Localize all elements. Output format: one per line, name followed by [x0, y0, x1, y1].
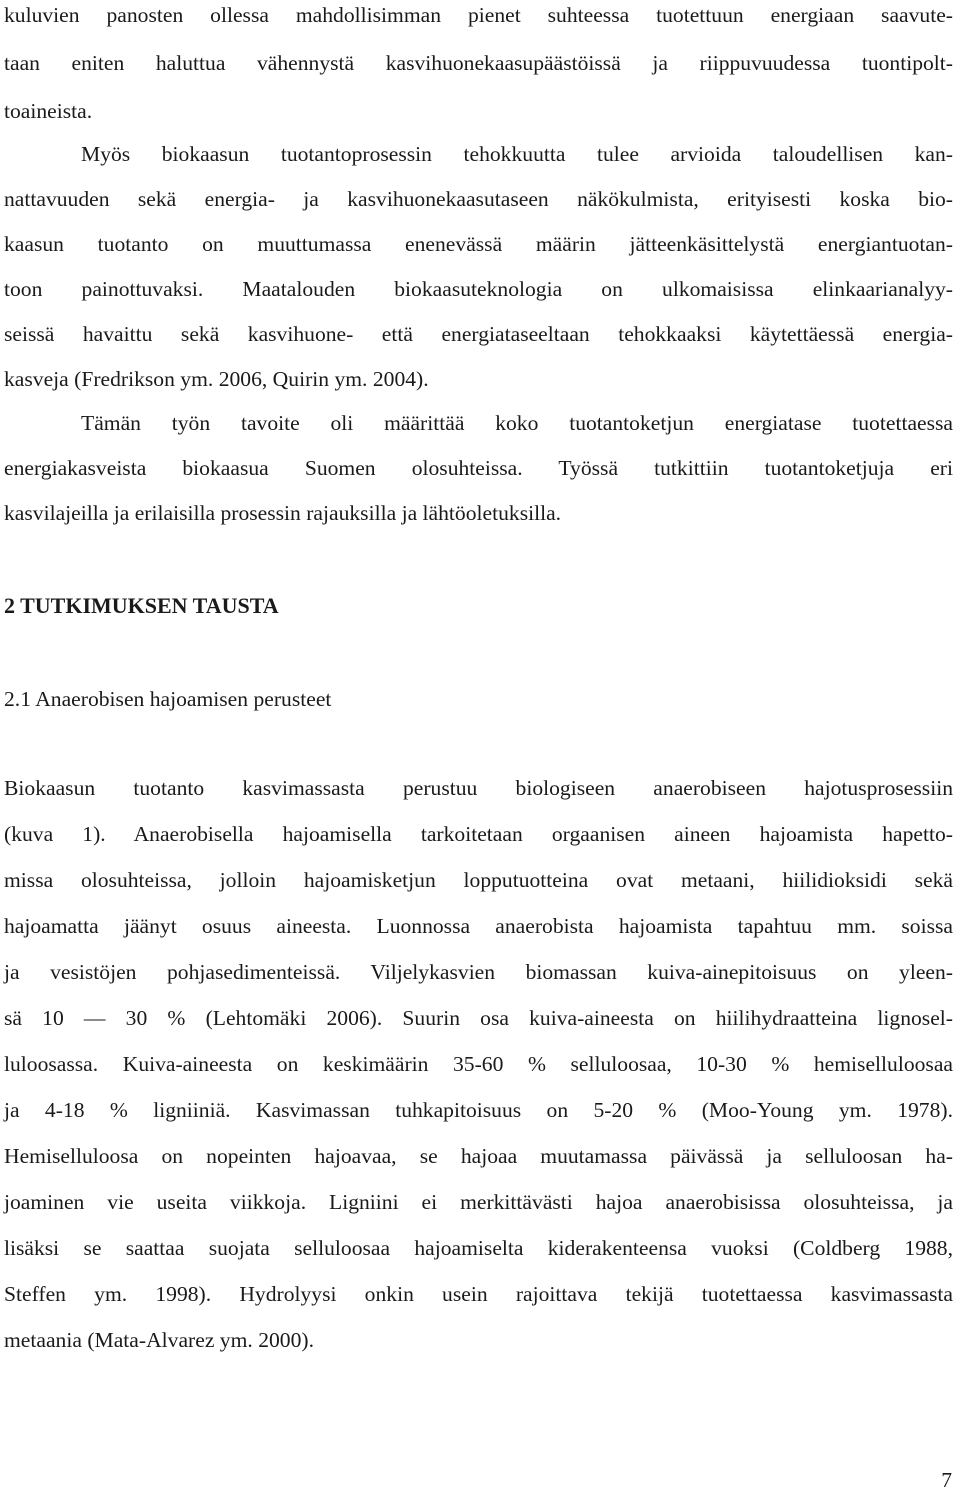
paragraph-4-line-13: metaania (Mata-Alvarez ym. 2000). [4, 1328, 314, 1352]
paragraph-2-line-4: toon painottuvaksi. Maatalouden biokaasuteknologia on ulkomaisissa elinkaarianalyy- [4, 277, 953, 301]
paragraph-4-line-7: luloosassa. Kuiva-aineesta on keskimäärin 35-60 % selluloosaa, 10-30 % hemiselluloosaa [4, 1052, 953, 1076]
paragraph-3-line-2: energiakasveista biokaasua Suomen olosuhteissa. Työssä tutkittiin tuotantoketjuja eri [4, 456, 953, 480]
paragraph-4-line-12: Steffen ym. 1998). Hydrolyysi onkin usein rajoittava tekijä tuotettaessa kasvimassasta [4, 1282, 953, 1306]
paragraph-4-line-2: (kuva 1). Anaerobisella hajoamisella tarkoitetaan orgaanisen aineen hajoamista hapetto- [4, 822, 953, 846]
paragraph-2-line-6: kasveja (Fredrikson ym. 2006, Quirin ym. 2004). [4, 367, 429, 391]
paragraph-4-line-8: ja 4-18 % ligniiniä. Kasvimassan tuhkapitoisuus on 5-20 % (Moo-Young ym. 1978). [4, 1098, 953, 1122]
paragraph-2-line-2: nattavuuden sekä energia- ja kasvihuonekaasutaseen näkökulmista, erityisesti koska bio- [4, 187, 953, 211]
paragraph-1-line-1: kuluvien panosten ollessa mahdollisimman pienet suhteessa tuotettuun energiaan saavute- [4, 3, 953, 27]
paragraph-4-line-10: joaminen vie useita viikkoja. Ligniini ei merkittävästi hajoa anaerobisissa olosuhteissa, ja [4, 1190, 953, 1214]
paragraph-1-line-2: taan eniten haluttua vähennystä kasvihuonekaasupäästöissä ja riippuvuudessa tuontipolt- [4, 51, 953, 75]
paragraph-1-line-3: toaineista. [4, 99, 93, 123]
paragraph-2-line-5: seissä havaittu sekä kasvihuone- että energiataseeltaan tehokkaaksi käytettäessä energia- [4, 322, 953, 346]
paragraph-3-line-3: kasvilajeilla ja erilaisilla prosessin rajauksilla ja lähtöoletuksilla. [4, 501, 562, 525]
paragraph-2-line-3: kaasun tuotanto on muuttumassa enenevässä määrin jätteenkäsittelystä energiantuotan- [4, 232, 953, 256]
paragraph-4-line-9: Hemiselluloosa on nopeinten hajoavaa, se hajoaa muutamassa päivässä ja selluloosan ha- [4, 1144, 953, 1168]
paragraph-3-line-1: Tämän työn tavoite oli määrittää koko tuotantoketjun energiatase tuotettaessa [81, 411, 953, 435]
paragraph-2-line-1: Myös biokaasun tuotantoprosessin tehokkuutta tulee arvioida taloudellisen kan- [81, 142, 953, 166]
page-number: 7 [941, 1468, 952, 1492]
paragraph-4-line-3: missa olosuhteissa, jolloin hajoamisketjun lopputuotteina ovat metaani, hiilidioksidi sekä [4, 868, 953, 892]
paragraph-4-line-6: sä 10 — 30 % (Lehtomäki 2006). Suurin osa kuiva-aineesta on hiilihydraatteina lignosel- [4, 1006, 953, 1030]
paragraph-4-line-11: lisäksi se saattaa suojata selluloosaa hajoamiselta kiderakenteensa vuoksi (Coldberg 1988, [4, 1236, 953, 1260]
subsection-heading: 2.1 Anaerobisen hajoamisen perusteet [4, 687, 332, 711]
section-heading: 2 TUTKIMUKSEN TAUSTA [4, 593, 279, 618]
paragraph-4-line-1: Biokaasun tuotanto kasvimassasta perustuu biologiseen anaerobiseen hajotusprosessiin [4, 776, 953, 800]
paragraph-4-line-4: hajoamatta jäänyt osuus aineesta. Luonnossa anaerobista hajoamista tapahtuu mm. soissa [4, 914, 953, 938]
paragraph-4-line-5: ja vesistöjen pohjasedimenteissä. Viljelykasvien biomassan kuiva-ainepitoisuus on yleen- [4, 960, 953, 984]
